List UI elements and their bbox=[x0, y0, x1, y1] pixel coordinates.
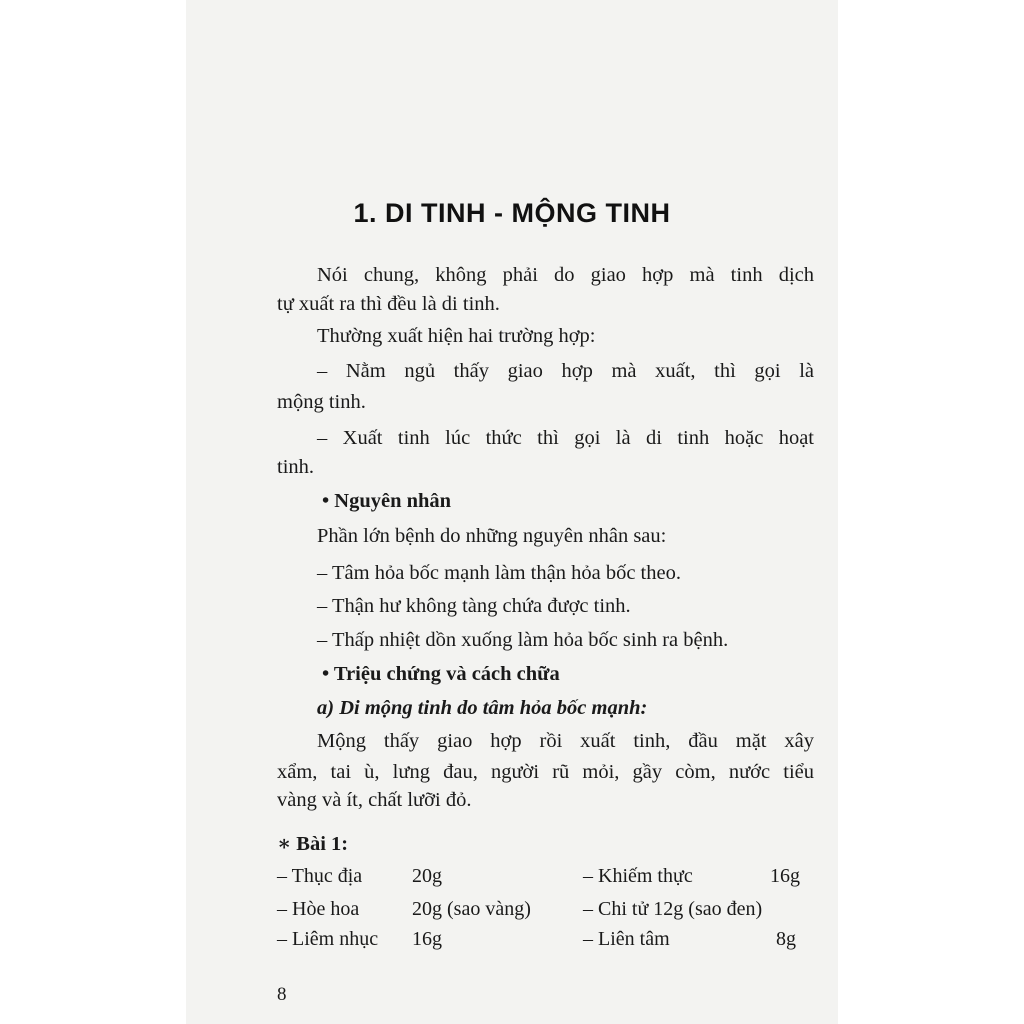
cause-intro: Phần lớn bệnh do những nguyên nhân sau: bbox=[317, 525, 667, 547]
recipe-item-dose: 20g (sao vàng) bbox=[412, 898, 531, 920]
recipe-item-name: – Thục địa bbox=[277, 865, 363, 887]
recipe-item-name: – Hòe hoa bbox=[277, 898, 360, 920]
recipe-item-name: – Liên tâm bbox=[583, 928, 670, 950]
paragraph-line: tự xuất ra thì đều là di tinh. bbox=[277, 293, 500, 315]
subsection-title: a) Di mộng tinh do tâm hỏa bốc mạnh: bbox=[317, 697, 648, 719]
paragraph-line: – Xuất tinh lúc thức thì gọi là di tinh hoặc hoạt bbox=[317, 427, 814, 449]
recipe-item-name: – Khiếm thực bbox=[583, 865, 693, 887]
recipe-item-dose: 16g bbox=[770, 865, 800, 887]
paragraph-line: Thường xuất hiện hai trường hợp: bbox=[317, 325, 596, 347]
cause-item: – Thận hư không tàng chứa được tinh. bbox=[317, 595, 631, 617]
paragraph-line: vàng và ít, chất lưỡi đỏ. bbox=[277, 789, 472, 811]
recipe-title: ∗ Bài 1: bbox=[277, 833, 349, 855]
cause-item: – Tâm hỏa bốc mạnh làm thận hỏa bốc theo. bbox=[317, 562, 681, 584]
paragraph-line: Mộng thấy giao hợp rồi xuất tinh, đầu mặt xây bbox=[317, 730, 814, 752]
paragraph-line: Nói chung, không phải do giao hợp mà tinh dịch bbox=[317, 264, 814, 286]
recipe-item-dose: 20g bbox=[412, 865, 442, 887]
recipe-item-dose: 16g bbox=[412, 928, 442, 950]
chapter-heading: 1. DI TINH - MỘNG TINH bbox=[353, 198, 671, 228]
recipe-item-dose: 8g bbox=[776, 928, 796, 950]
paragraph-line: mộng tinh. bbox=[277, 391, 366, 413]
recipe-item-name: – Liêm nhục bbox=[277, 928, 379, 950]
book-page bbox=[186, 0, 838, 1024]
recipe-item-name: – Chi tử 12g (sao đen) bbox=[583, 898, 763, 920]
paragraph-line: – Nằm ngủ thấy giao hợp mà xuất, thì gọi là bbox=[317, 360, 814, 382]
cause-item: – Thấp nhiệt dồn xuống làm hỏa bốc sinh ra bệnh. bbox=[317, 629, 729, 651]
page-number: 8 bbox=[277, 984, 287, 1005]
paragraph-line: xẩm, tai ù, lưng đau, người rũ mỏi, gầy còm, nước tiểu bbox=[277, 761, 814, 783]
section-title-symptoms: • Triệu chứng và cách chữa bbox=[322, 663, 560, 685]
section-title-cause: • Nguyên nhân bbox=[322, 490, 452, 512]
paragraph-line: tinh. bbox=[277, 456, 315, 478]
